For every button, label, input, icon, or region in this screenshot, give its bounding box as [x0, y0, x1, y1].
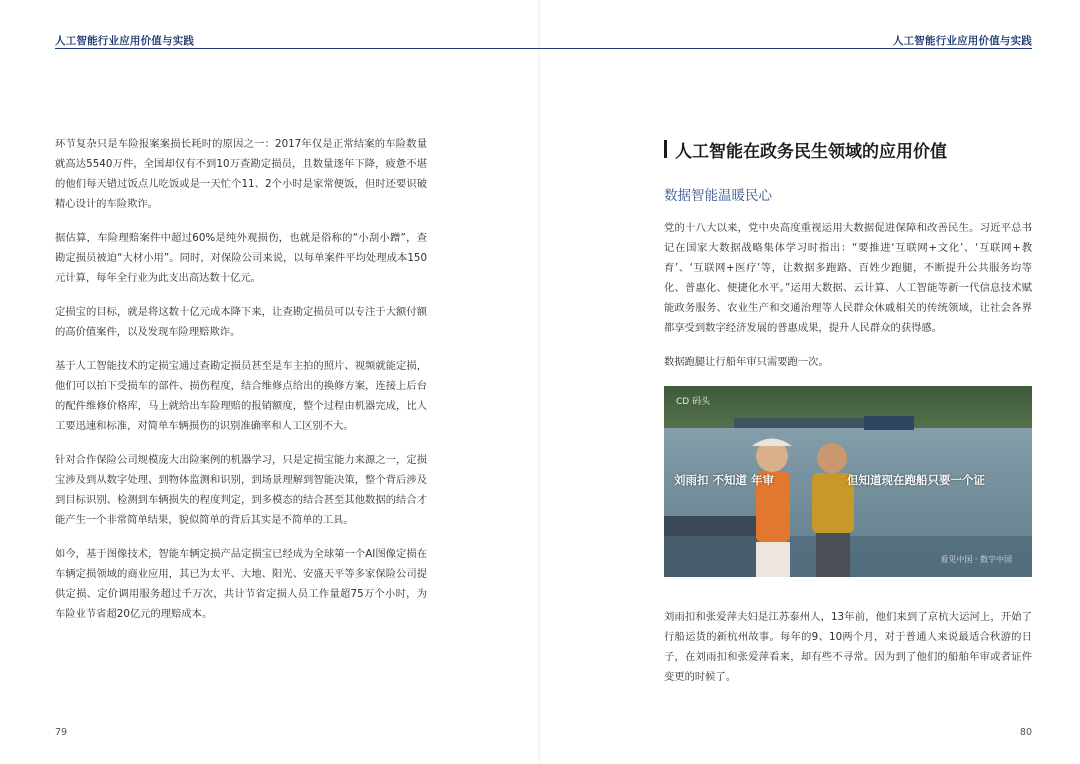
photo-logo: CD 码头 — [676, 397, 711, 407]
river-boat-photo — [664, 386, 1032, 577]
paragraph: 如今，基于图像技术，智能车辆定损产品定损宝已经成为全球第一个AI图像定损在车辆定损领域的商业应用，其已为太平、大地、阳光、安盛天平等多家保险公司提供定损、定价调用服务超过千万次，共计节省定损人员工作量超75万个小时，为车险业节省超20亿元的理赔成本。 — [55, 548, 427, 620]
left-body-column — [55, 134, 427, 638]
page-number-left: 79 — [55, 727, 68, 738]
section-title-text: 人工智能在政务民生领域的应用价值 — [675, 141, 947, 162]
paragraph: 党的十八大以来，党中央高度重视运用大数据促进保障和改善民生。习近平总书记在国家大数据战略集体学习时指出：“要推进‘互联网+文化’、‘互联网+教育’、‘互联网+医疗’等，让数据多跑路、百姓少跑腿，不断提升公共服务均等化、普惠化、便捷化水平。”运用大数据、云计算、人工智能等新一代信息技术赋能政务服务、农业生产和交通治理等人民群众休戚相关的传统领域，让社会各界都享受到数字经济发展的普惠成果，提升人民群众的获得感。 — [664, 222, 1032, 334]
running-head-left: 人工智能行业应用价值与实践 — [55, 35, 195, 47]
header-rule-left — [55, 48, 540, 49]
paragraph: 定损宝的目标，就是将这数十亿元成本降下来，让查勘定损员可以专注于大额付额的高价值案件，以及发现车险理赔欺诈。 — [55, 306, 427, 338]
paragraph: 环节复杂只是车险报案案损长耗时的原因之一：2017年仅是正常结案的车险数量就高达5540万件，全国却仅有不到10万查勘定损员，且数量逐年下降，疲惫不堪的他们每天错过饭点儿吃饭或是一天忙个11、2个小时是家常便饭，但时还要识破精心设计的车险欺诈。 — [55, 138, 427, 210]
right-body-column — [664, 136, 1032, 701]
section-title — [664, 136, 1032, 162]
running-head-right: 人工智能行业应用价值与实践 — [892, 35, 1032, 47]
paragraph: 据估算，车险理赔案件中超过60%是纯外观损伤，也就是俗称的“小刮小蹭”，查勘定损员被迫“大材小用”。同时，对保险公司来说，以每单案件平均处理成本150元计算，每年全行业为此支出高达数十亿元。 — [55, 232, 427, 284]
header-rule-right — [540, 48, 1032, 49]
paragraph: 刘雨扣和张爱萍夫妇是江苏泰州人，13年前，他们来到了京杭大运河上，开始了行船运货的新杭州故事。每年的9、10两个月，对于普通人来说最适合秋游的日子，在刘雨扣和张爱萍看来，却有些不寻常。因为到了他们的船舶年审或者证件变更的时候了。 — [664, 611, 1032, 683]
paragraph: 针对合作保险公司规模庞大出险案例的机器学习，只是定损宝能力来源之一，定损宝涉及到从数字处理、到物体监测和识别，到场景理解到智能决策，整个背后涉及到目标识别、检测到车辆损失的程度判定，到多模态的结合甚至其他数据的结合才能产生一个非常简单结果，貌似简单的背后其实是不简单的工具。 — [55, 454, 427, 526]
section-title-bar — [664, 140, 667, 158]
paragraph: 基于人工智能技术的定损宝通过查勘定损员甚至是车主拍的照片、视频就能定损，他们可以拍下受损车的部件、损伤程度，结合维修点给出的换修方案，连接上后台的配件维修价格库，马上就给出车险理赔的报销额度，整个过程由机器完成，比人工要迅速和标准，对简单车辆损伤的识别准确率和人工区别不大。 — [55, 360, 427, 432]
sub-title: 数据智能温暖民心 — [664, 188, 772, 204]
page-number-right: 80 — [1019, 727, 1032, 738]
photo-caption-right: 但知道现在跑船只要一个证 — [847, 473, 985, 487]
right-page — [540, 0, 1080, 764]
paragraph: 数据跑腿让行船年审只需要跑一次。 — [664, 356, 829, 368]
photo-watermark: 看见中国 · 数字中国 — [940, 555, 1012, 564]
photo-caption-left: 刘雨扣 不知道 年审 — [674, 473, 775, 487]
